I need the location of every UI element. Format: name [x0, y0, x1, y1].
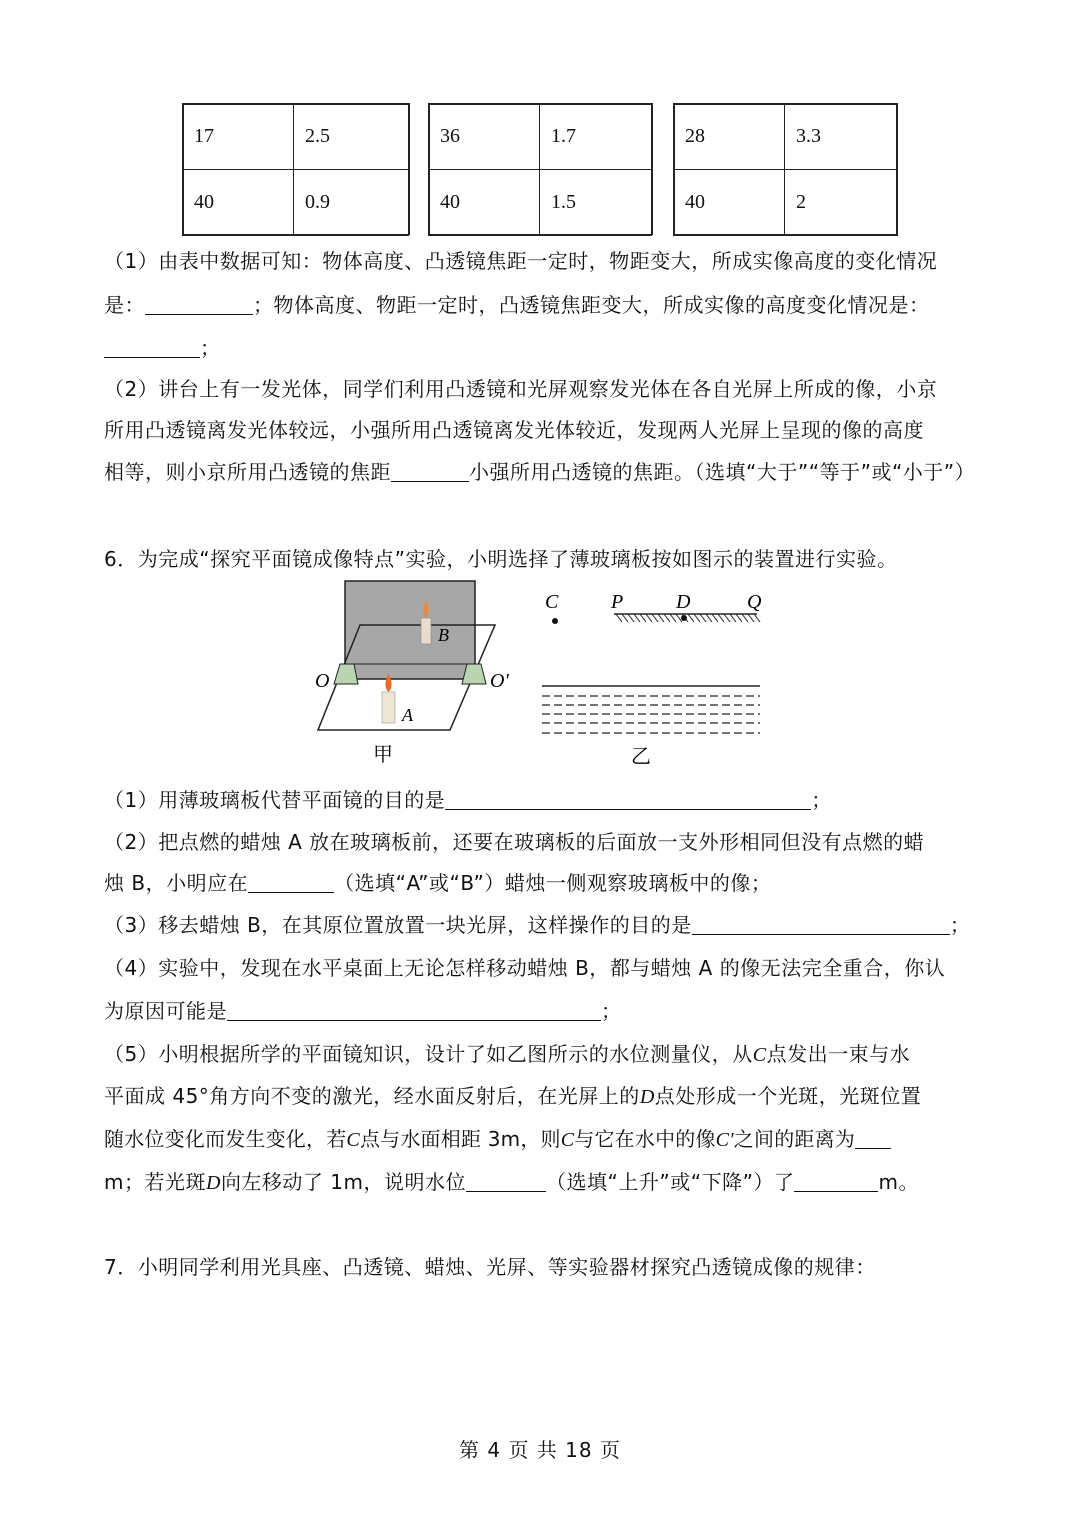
answer-blank[interactable]	[227, 1000, 601, 1021]
q5-sub1-line1: （1）由表中数据可知：物体高度、凸透镜焦距一定时，物距变大，所成实像高度的变化情况	[104, 249, 938, 273]
answer-blank[interactable]	[391, 461, 469, 482]
figure-yi	[535, 585, 770, 770]
table-cell: 2.5	[305, 125, 330, 147]
answer-blank[interactable]	[466, 1171, 546, 1192]
q7-stem: 7．小明同学利用光具座、凸透镜、蜡烛、光屏、等实验器材探究凸透镜成像的规律：	[104, 1255, 876, 1279]
q6-sub4-line1: （4）实验中，发现在水平桌面上无论怎样移动蜡烛 B，都与蜡烛 A 的像无法完全重合，你认	[104, 956, 946, 980]
label-p: P	[611, 591, 624, 613]
q6-sub5-line2: 平面成 45°角方向不变的激光，经水面反射后，在光屏上的D点处形成一个光斑，光斑位置	[104, 1084, 922, 1108]
q6-sub2-line1: （2）把点燃的蜡烛 A 放在玻璃板前，还要在玻璃板的后面放一支外形相同但没有点燃的蜡	[104, 830, 925, 854]
table-cell: 40	[440, 191, 460, 213]
q6-sub2-line2: 烛 B，小明应在 （选填“A”或“B”）蜡烛一侧观察玻璃板中的像；	[104, 871, 772, 895]
support-left	[334, 664, 358, 684]
table-cell: 36	[440, 125, 460, 147]
answer-blank[interactable]	[104, 337, 200, 358]
table-cell: 1.7	[551, 125, 576, 147]
q5-sub2-line3: 相等，则小京所用凸透镜的焦距 小强所用凸透镜的焦距。（选填“大于”“等于”或“小于”）	[104, 460, 976, 484]
water-body	[542, 696, 760, 733]
answer-blank[interactable]	[692, 914, 950, 935]
table-cell: 3.3	[796, 125, 821, 147]
q6-sub1: （1）用薄玻璃板代替平面镜的目的是 ；	[104, 788, 832, 812]
q5-sub1-line2: 是： ；物体高度、物距一定时，凸透镜焦距变大，所成实像的高度变化情况是：	[104, 293, 930, 317]
figure-jia	[300, 578, 530, 770]
table-cell: 17	[194, 125, 214, 147]
table-cell: 2	[796, 191, 806, 213]
candle-b-icon	[421, 618, 431, 644]
table-cell: 1.5	[551, 191, 576, 213]
answer-blank[interactable]	[145, 294, 253, 315]
q6-sub3: （3）移去蜡烛 B，在其原位置放置一块光屏，这样操作的目的是 ；	[104, 913, 971, 937]
q6-sub5-line1: （5）小明根据所学的平面镜知识，设计了如乙图所示的水位测量仪，从C点发出一束与水	[104, 1042, 911, 1066]
label-c: C	[545, 591, 559, 613]
table-cell: 0.9	[305, 191, 330, 213]
label-a: A	[402, 705, 413, 725]
label-q: Q	[747, 591, 762, 613]
q6-sub4-line2: 为原因可能是 ；	[104, 999, 622, 1023]
answer-blank[interactable]	[855, 1128, 891, 1149]
answer-blank[interactable]	[445, 789, 811, 810]
label-b: B	[438, 625, 449, 645]
label-d: D	[676, 591, 691, 613]
q5-sub1-line3: ；	[104, 332, 221, 361]
page-footer: 第 4 页 共 18 页	[459, 1438, 621, 1462]
q5-sub2-line1: （2）讲台上有一发光体，同学们利用凸透镜和光屏观察发光体在各自光屏上所成的像，小京	[104, 377, 938, 401]
label-o-prime: O′	[490, 670, 509, 692]
answer-blank[interactable]	[248, 872, 334, 893]
label-o: O	[315, 670, 330, 692]
screen-hatching	[616, 614, 760, 622]
point-d	[681, 615, 687, 621]
table-row	[182, 169, 898, 235]
q6-stem: 6．为完成“探究平面镜成像特点”实验，小明选择了薄玻璃板按如图示的装置进行实验。	[104, 547, 898, 571]
candle-a-icon	[382, 692, 395, 723]
table-row	[182, 103, 898, 169]
q6-sub5-line4: m；若光斑D向左移动了 1m，说明水位 （选填“上升”或“下降”）了 m。	[104, 1170, 919, 1194]
table-cell: 40	[685, 191, 705, 213]
point-c	[552, 618, 558, 624]
caption-yi: 乙	[631, 744, 651, 768]
caption-jia: 甲	[373, 742, 393, 766]
q5-sub2-line2: 所用凸透镜离发光体较远，小强所用凸透镜离发光体较近，发现两人光屏上呈现的像的高度	[104, 418, 924, 442]
answer-blank[interactable]	[794, 1171, 878, 1192]
table-cell: 28	[685, 125, 705, 147]
q6-sub5-line3: 随水位变化而发生变化，若C点与水面相距 3m，则C与它在水中的像C′之间的距离为	[104, 1123, 891, 1152]
data-table	[182, 103, 898, 235]
table-cell: 40	[194, 191, 214, 213]
